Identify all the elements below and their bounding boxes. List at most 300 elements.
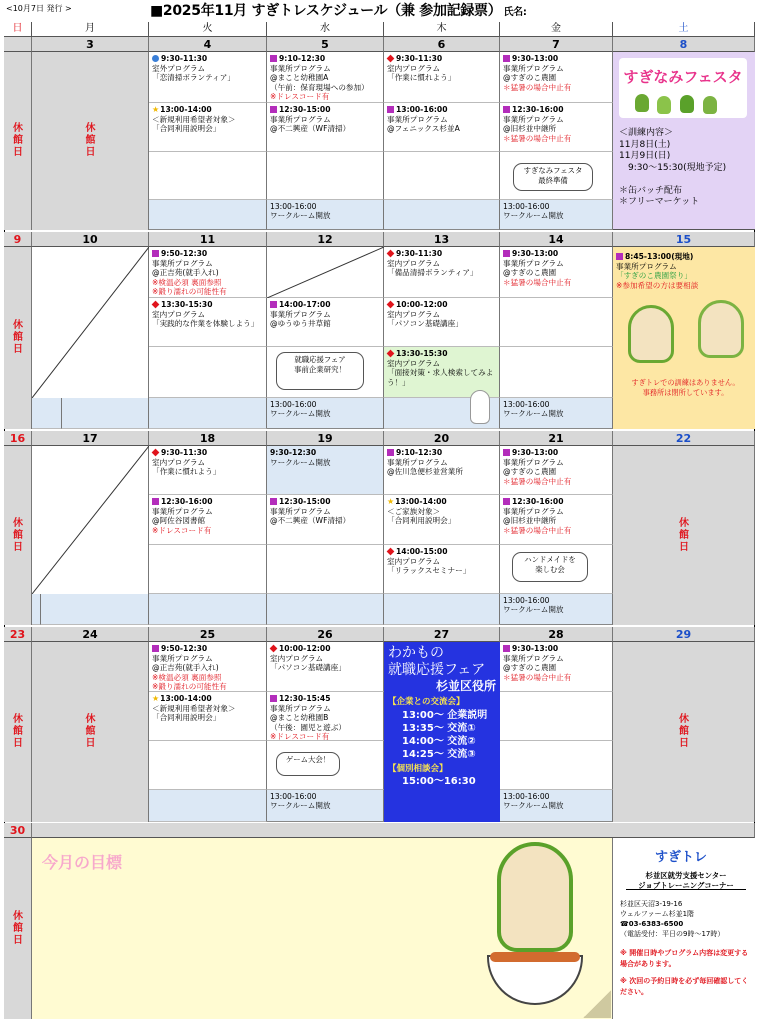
work-room-slot: 13:00-16:00 ワークルーム開放: [500, 594, 613, 625]
event-line: 事業所プログラム: [503, 114, 564, 124]
diamond-marker-icon: [387, 548, 395, 556]
event-line: 事業所プログラム: [152, 506, 213, 516]
event-time: 9:30-11:30: [161, 54, 208, 63]
event-cell[interactable]: [267, 692, 384, 741]
event-line: ＊猛暑の場合中止有: [503, 672, 572, 682]
event-time: 9:10-12:30: [279, 54, 326, 63]
date-4: 4: [149, 37, 267, 52]
event-cell[interactable]: [149, 642, 267, 692]
square-marker-icon: [616, 253, 623, 260]
event-line: ※ドレスコード有: [152, 525, 212, 535]
event-head: [270, 497, 380, 507]
event-cell[interactable]: [149, 692, 267, 741]
empty-slot: [500, 741, 613, 790]
work-room-slot: 13:00-16:00 ワークルーム開放: [500, 790, 613, 822]
event-line: 「作業に慣れよう」: [387, 73, 456, 82]
fest-line: ＜訓練内容＞: [619, 128, 674, 138]
mascot-body-icon: [497, 842, 573, 952]
event-line: 事業所プログラム: [503, 258, 564, 268]
info-note2: ※ 次回の予約日時を必ず毎回確認してください。: [620, 977, 749, 996]
event-time: 9:30-13:00: [512, 249, 559, 258]
event-head: [270, 54, 380, 64]
event-line: 室内プログラム: [270, 653, 324, 663]
event-cell[interactable]: [149, 52, 267, 103]
event-time: 12:30-16:00: [512, 105, 564, 114]
event-line: ＜新規利用希望者対象＞: [152, 114, 236, 124]
issue-note: <10月7日 発行 >: [6, 4, 72, 13]
event-cell[interactable]: [149, 495, 267, 545]
empty-slot: [149, 545, 267, 594]
event-cell[interactable]: [500, 495, 613, 545]
event-line: ※鍛り濡れの可能性有: [152, 682, 227, 691]
event-time: 14:00-15:00: [396, 547, 448, 556]
event-time: 9:30-13:00: [512, 644, 559, 653]
event-line: @不二興産（WF清掃）: [270, 124, 351, 133]
event-line: （午後：園児と遊ぶ）: [270, 722, 346, 732]
event-line: ＊猛暑の場合中止有: [503, 277, 572, 287]
fair-title: わかもの: [388, 645, 444, 661]
event-time: 8:45-13:00(現地): [625, 252, 694, 261]
event-head: [270, 694, 380, 704]
date-12: 12: [267, 232, 384, 247]
event-line: 「面接対策・求人検索してみよう！」: [387, 368, 494, 387]
date-24: 24: [32, 627, 149, 642]
event-cell[interactable]: [384, 247, 500, 298]
event-cell[interactable]: [149, 103, 267, 152]
fest-line: 11月8日(土): [619, 139, 671, 150]
job-fair-panel: [384, 642, 500, 822]
empty-slot: [149, 594, 267, 625]
event-line: ※ドレスコード有: [270, 92, 330, 101]
event-line: 室外プログラム: [152, 63, 206, 73]
event-line: ※検温必須 裏面参照: [152, 672, 222, 682]
event-cell[interactable]: [267, 495, 384, 545]
info-note1: ※ 開催日時やプログラム内容は変更する場合があります。: [620, 949, 749, 968]
date-27: 27: [384, 627, 500, 642]
event-time: 12:30-15:00: [279, 105, 331, 114]
event-head: [503, 497, 609, 507]
event-cell[interactable]: [267, 446, 384, 495]
event-head: [503, 105, 609, 115]
event-head: [152, 497, 263, 507]
event-line: @すぎのこ農園: [503, 467, 557, 476]
mascot-icon: [680, 95, 694, 113]
event-line: @ゆうゆう井草館: [270, 319, 331, 328]
empty-slot: [149, 790, 267, 822]
empty-slot: [384, 152, 500, 200]
event-line: @旧杉並中継所: [503, 516, 557, 525]
event-head: [152, 105, 263, 115]
empty-slot: [34, 398, 62, 429]
event-head: [152, 249, 263, 259]
event-time: 9:50-12:30: [161, 249, 208, 258]
event-line: 事業所プログラム: [270, 506, 331, 516]
event-line: ＊猛暑の場合中止有: [503, 476, 572, 486]
event-cell[interactable]: [613, 250, 755, 300]
work-room-slot: 13:00-16:00 ワークルーム開放: [500, 398, 613, 429]
event-line: 事業所プログラム: [270, 309, 331, 319]
event-head: [387, 54, 496, 64]
event-head: [387, 547, 496, 557]
square-marker-icon: [152, 645, 159, 652]
info-addr2: ウェルファーム杉並1階: [620, 910, 695, 918]
ramen-icon: [490, 952, 580, 962]
event-cell[interactable]: [384, 52, 500, 103]
diagonal-line: [267, 247, 384, 298]
event-line: @佐川急便杉並営業所: [387, 467, 463, 476]
date-11: 11: [149, 232, 267, 247]
goal-label: 今月の目標: [42, 853, 123, 872]
event-line: @阿佐谷図書館: [152, 516, 206, 525]
event-head: [503, 644, 609, 654]
square-marker-icon: [503, 250, 510, 257]
event-line: 事業所プログラム: [503, 457, 564, 467]
date-6: 6: [384, 37, 500, 52]
event-line: 「すぎのこ農園祭り」: [616, 271, 692, 280]
info-corner: ジョブトレーニングコーナー: [638, 881, 734, 890]
fest-line: 11月9日(日): [619, 151, 671, 161]
closed-label: 休 館 日: [13, 910, 23, 946]
event-line: 事業所プログラム: [270, 114, 331, 124]
event-head: [387, 448, 496, 458]
event-time: 12:30-16:00: [512, 497, 564, 506]
mascot-icon: [698, 300, 744, 358]
date-7: 7: [500, 37, 613, 52]
info-addr1: 杉並区天沼3-19-16: [620, 900, 683, 908]
event-time: 9:30-13:00: [512, 448, 559, 457]
event-head: [270, 448, 380, 458]
event-head: [387, 105, 496, 115]
page-title: ■2025年11月 すぎトレスケジュール（兼 参加記録票） 氏名:: [150, 3, 527, 19]
event-line: @すぎのこ農園: [503, 663, 557, 672]
event-line: @まこと幼稚園A: [270, 73, 329, 82]
star-icon: ★: [152, 105, 160, 114]
work-room-slot: 13:00-16:00 ワークルーム開放: [267, 398, 384, 429]
diamond-marker-icon: [387, 350, 395, 358]
event-line: （午前：保育現場への参加）: [270, 82, 369, 92]
speech-bubble: ハンドメイドを 楽しむ会: [512, 552, 588, 582]
event-head: [152, 448, 263, 458]
date-22: 22: [613, 431, 755, 446]
event-time: 13:00-16:00: [396, 105, 448, 114]
date-13: 13: [384, 232, 500, 247]
event-line: 室内プログラム: [152, 309, 206, 319]
empty-slot: [149, 741, 267, 790]
event-line: ＜新規利用希望者対象＞: [152, 703, 236, 713]
event-line: 「備品清掃ボランティア」: [387, 268, 478, 277]
diamond-marker-icon: [152, 449, 160, 457]
square-marker-icon: [503, 55, 510, 62]
event-line: 「合同利用説明会」: [152, 713, 221, 722]
event-line: ワークルーム開放: [270, 457, 331, 467]
closed-label: 休 館 日: [13, 320, 23, 355]
diamond-marker-icon: [270, 645, 278, 653]
event-time: 13:30-15:30: [161, 300, 213, 309]
event-line: @不二興産（WF清掃）: [270, 516, 351, 525]
event-time: 13:00-14:00: [160, 694, 212, 703]
info-tel: ☎03-6383-6500: [620, 920, 684, 928]
event-line: 「恋清掃ボランティア」: [152, 73, 235, 82]
mascot-icon: [635, 94, 649, 112]
event-time: 9:30-11:30: [396, 249, 443, 258]
empty-slot: [267, 152, 384, 200]
event-cell[interactable]: [267, 298, 384, 347]
event-head: [503, 249, 609, 259]
work-room-slot: 13:00-16:00 ワークルーム開放: [267, 200, 384, 230]
event-head: [616, 252, 752, 262]
fest-line: [619, 174, 753, 186]
fair-line: 15:00～16:30: [402, 776, 476, 787]
event-line: 事業所プログラム: [387, 457, 448, 467]
event-cell[interactable]: [267, 103, 384, 152]
event-line: 事業所プログラム: [270, 63, 331, 73]
brand-logo: すぎトレ: [655, 850, 708, 865]
event-time: 12:30-16:00: [161, 497, 213, 506]
event-line: ＊猛暑の場合中止有: [503, 525, 572, 535]
fest-line: ＊缶バッチ配布: [619, 185, 683, 196]
mascot-icon: [703, 96, 717, 114]
work-room-slot: [384, 200, 500, 230]
event-time: 12:30-15:00: [279, 497, 331, 506]
date-25: 25: [149, 627, 267, 642]
closed-label: 休 館 日: [85, 123, 96, 158]
date-8: 8: [613, 37, 755, 52]
event-cell[interactable]: [500, 103, 613, 152]
day-header-thu: 木: [384, 22, 500, 37]
event-line: 「作業に慣れよう」: [152, 467, 221, 476]
mascot-icon: [628, 305, 674, 363]
event-line: @正吉苑(就手入れ): [152, 268, 219, 277]
event-head: [387, 349, 496, 359]
event-cell[interactable]: [384, 446, 500, 495]
fest-line: 9:30～15:30(現地予定): [619, 162, 727, 173]
event-line: @すぎのこ農園: [503, 73, 557, 82]
fair-line: 13:00～ 企業説明: [402, 709, 488, 721]
fest-logo: すぎなみフェスタ: [619, 58, 747, 118]
fair-line: 14:25～ 交流③: [402, 748, 476, 760]
day-header-wed: 水: [267, 22, 384, 37]
closed-label: 休 館 日: [13, 714, 23, 749]
event-time: 9:10-12:30: [396, 448, 443, 457]
event-time: 10:00-12:00: [279, 644, 331, 653]
mascot-icon: [657, 96, 671, 114]
event-line: 事業所プログラム: [270, 703, 331, 713]
square-marker-icon: [270, 55, 277, 62]
event-line: @フェニックス杉並A: [387, 124, 460, 133]
event-time: 9:30-11:30: [161, 448, 208, 457]
empty-slot: [149, 152, 267, 200]
info-org: 杉並区就労支援センター: [645, 871, 727, 880]
event-line: 事業所プログラム: [503, 506, 564, 516]
fair-title: 杉並区役所: [435, 679, 496, 693]
event-head: [270, 644, 380, 654]
info-divider: [626, 889, 746, 890]
empty-slot: [500, 692, 613, 741]
event-time: 13:30-15:30: [396, 349, 448, 358]
date-20: 20: [384, 431, 500, 446]
date-row-blank: [32, 823, 755, 838]
date-16: 16: [4, 431, 32, 446]
diamond-marker-icon: [387, 250, 395, 258]
event-head: [270, 105, 380, 115]
diagonal-strike: [32, 446, 149, 594]
date-5: 5: [267, 37, 384, 52]
day-header-sun: 日: [4, 22, 32, 37]
event-line: 「パソコン基礎講座」: [270, 663, 346, 672]
event-cell[interactable]: [500, 446, 613, 495]
event-line: 室内プログラム: [387, 556, 441, 566]
star-icon: ★: [152, 694, 160, 703]
closed-office-note: すぎトレでの訓練はありません。 事務所は閉所しています。: [631, 378, 740, 397]
event-head: [152, 300, 263, 310]
square-marker-icon: [387, 449, 394, 456]
speech-bubble: 就職応援フェア 事前企業研究！: [276, 352, 364, 390]
day-header-tue: 火: [149, 22, 267, 37]
fair-line: 14:00～ 交流②: [402, 735, 476, 747]
date-15: 15: [613, 232, 755, 247]
date-19: 19: [267, 431, 384, 446]
event-line: 室内プログラム: [387, 358, 441, 368]
diagonal-strike: [267, 247, 384, 298]
date-10: 10: [32, 232, 149, 247]
empty-slot: [34, 594, 41, 625]
event-line: 事業所プログラム: [503, 653, 564, 663]
closed-label: 休 館 日: [13, 123, 23, 158]
date-17: 17: [32, 431, 149, 446]
event-cell[interactable]: [149, 446, 267, 495]
event-head: [152, 54, 263, 64]
circle-marker-icon: [152, 55, 159, 62]
empty-slot: [267, 594, 384, 625]
fair-line: 【個別相談会】: [388, 763, 448, 774]
date-21: 21: [500, 431, 613, 446]
square-marker-icon: [503, 106, 510, 113]
square-marker-icon: [270, 106, 277, 113]
event-line: 室内プログラム: [387, 309, 441, 319]
star-icon: ★: [387, 497, 395, 506]
closed-label: 休 館 日: [85, 714, 96, 749]
event-line: 「パソコン基礎講座」: [387, 319, 463, 328]
event-time: 9:30-13:00: [512, 54, 559, 63]
event-time: 14:00-17:00: [279, 300, 331, 309]
event-time: 9:50-12:30: [161, 644, 208, 653]
event-line: @すぎのこ農園: [503, 268, 557, 277]
fair-line: 【企業との交流会】: [388, 697, 465, 707]
event-cell[interactable]: [149, 298, 267, 347]
date-28: 28: [500, 627, 613, 642]
date-14: 14: [500, 232, 613, 247]
event-line: ＊猛暑の場合中止有: [503, 82, 572, 92]
empty-slot: [149, 347, 267, 398]
diamond-marker-icon: [387, 301, 395, 309]
event-time: 10:00-12:00: [396, 300, 448, 309]
diamond-marker-icon: [152, 301, 160, 309]
square-marker-icon: [503, 645, 510, 652]
event-head: [387, 497, 496, 507]
event-line: ※ドレスコード有: [270, 732, 330, 741]
event-head: [503, 448, 609, 458]
radish-mascot-icon: [470, 390, 490, 424]
event-cell[interactable]: [500, 642, 613, 692]
date-18: 18: [149, 431, 267, 446]
date-26: 26: [267, 627, 384, 642]
event-line: @旧杉並中継所: [503, 124, 557, 133]
event-line: 「リラックスセミナー」: [387, 566, 471, 575]
closed-label: 休 館 日: [679, 714, 689, 749]
event-head: [270, 300, 380, 310]
day-header-fri: 金: [500, 22, 613, 37]
event-line: 「合同利用説明会」: [152, 124, 221, 133]
event-line: 事業所プログラム: [152, 653, 213, 663]
work-room-slot: 13:00-16:00 ワークルーム開放: [267, 790, 384, 822]
event-cell[interactable]: [384, 103, 500, 152]
event-cell[interactable]: [384, 298, 500, 347]
event-line: 「合同利用説明会」: [387, 516, 456, 525]
square-marker-icon: [152, 498, 159, 505]
event-cell[interactable]: [267, 642, 384, 692]
date-blank: [4, 37, 32, 52]
event-head: [387, 300, 496, 310]
diamond-marker-icon: [387, 55, 395, 63]
event-head: [152, 644, 263, 654]
date-29: 29: [613, 627, 755, 642]
event-cell[interactable]: [267, 52, 384, 103]
event-line: 室内プログラム: [152, 457, 206, 467]
closed-label: 休 館 日: [679, 517, 689, 553]
event-time: 13:00-14:00: [395, 497, 447, 506]
event-cell[interactable]: [384, 495, 500, 545]
event-line: ＊猛暑の場合中止有: [503, 133, 572, 143]
day-header-mon: 月: [32, 22, 149, 37]
square-marker-icon: [503, 498, 510, 505]
day-header-sat: 土: [613, 22, 755, 37]
date-9: 9: [4, 232, 32, 247]
fest-line: ＊フリーマーケット: [619, 197, 700, 207]
work-room-slot: [149, 200, 267, 230]
event-line: 「実践的な作業を体験しよう」: [152, 319, 259, 328]
event-cell[interactable]: [500, 52, 613, 103]
event-time: 13:00-14:00: [160, 105, 212, 114]
event-line: ※参加希望の方は要相談: [616, 280, 699, 290]
event-line: 事業所プログラム: [616, 261, 677, 271]
speech-bubble: ゲーム大会！: [276, 752, 340, 776]
fair-title: 就職応援フェア: [388, 662, 486, 678]
date-3: 3: [32, 37, 149, 52]
fest-details: [619, 128, 753, 209]
event-cell[interactable]: [384, 545, 500, 594]
square-marker-icon: [270, 301, 277, 308]
event-line: 事業所プログラム: [387, 114, 448, 124]
work-room-slot: 13:00-16:00 ワークルーム開放: [500, 200, 613, 230]
empty-slot: [149, 398, 267, 429]
closed-label: 休 館 日: [13, 517, 23, 553]
event-line: 室内プログラム: [387, 63, 441, 73]
speech-bubble: すぎなみフェスタ 最終準備: [513, 163, 593, 191]
event-line: 事業所プログラム: [152, 258, 213, 268]
empty-slot: [384, 594, 500, 625]
event-line: ※鍛り濡れの可能性有: [152, 287, 227, 296]
event-line: @正吉苑(就手入れ): [152, 663, 219, 672]
event-head: [503, 54, 609, 64]
event-time: 12:30-15:45: [279, 694, 331, 703]
event-cell[interactable]: [149, 247, 267, 298]
event-head: [387, 249, 496, 259]
date-30: 30: [4, 823, 32, 838]
event-cell[interactable]: [500, 247, 613, 298]
event-time: 9:30-12:30: [270, 448, 317, 457]
event-line: ※検温必須 裏面参照: [152, 277, 222, 287]
info-hours: （電話受付：平日の9時～17時）: [620, 930, 725, 938]
